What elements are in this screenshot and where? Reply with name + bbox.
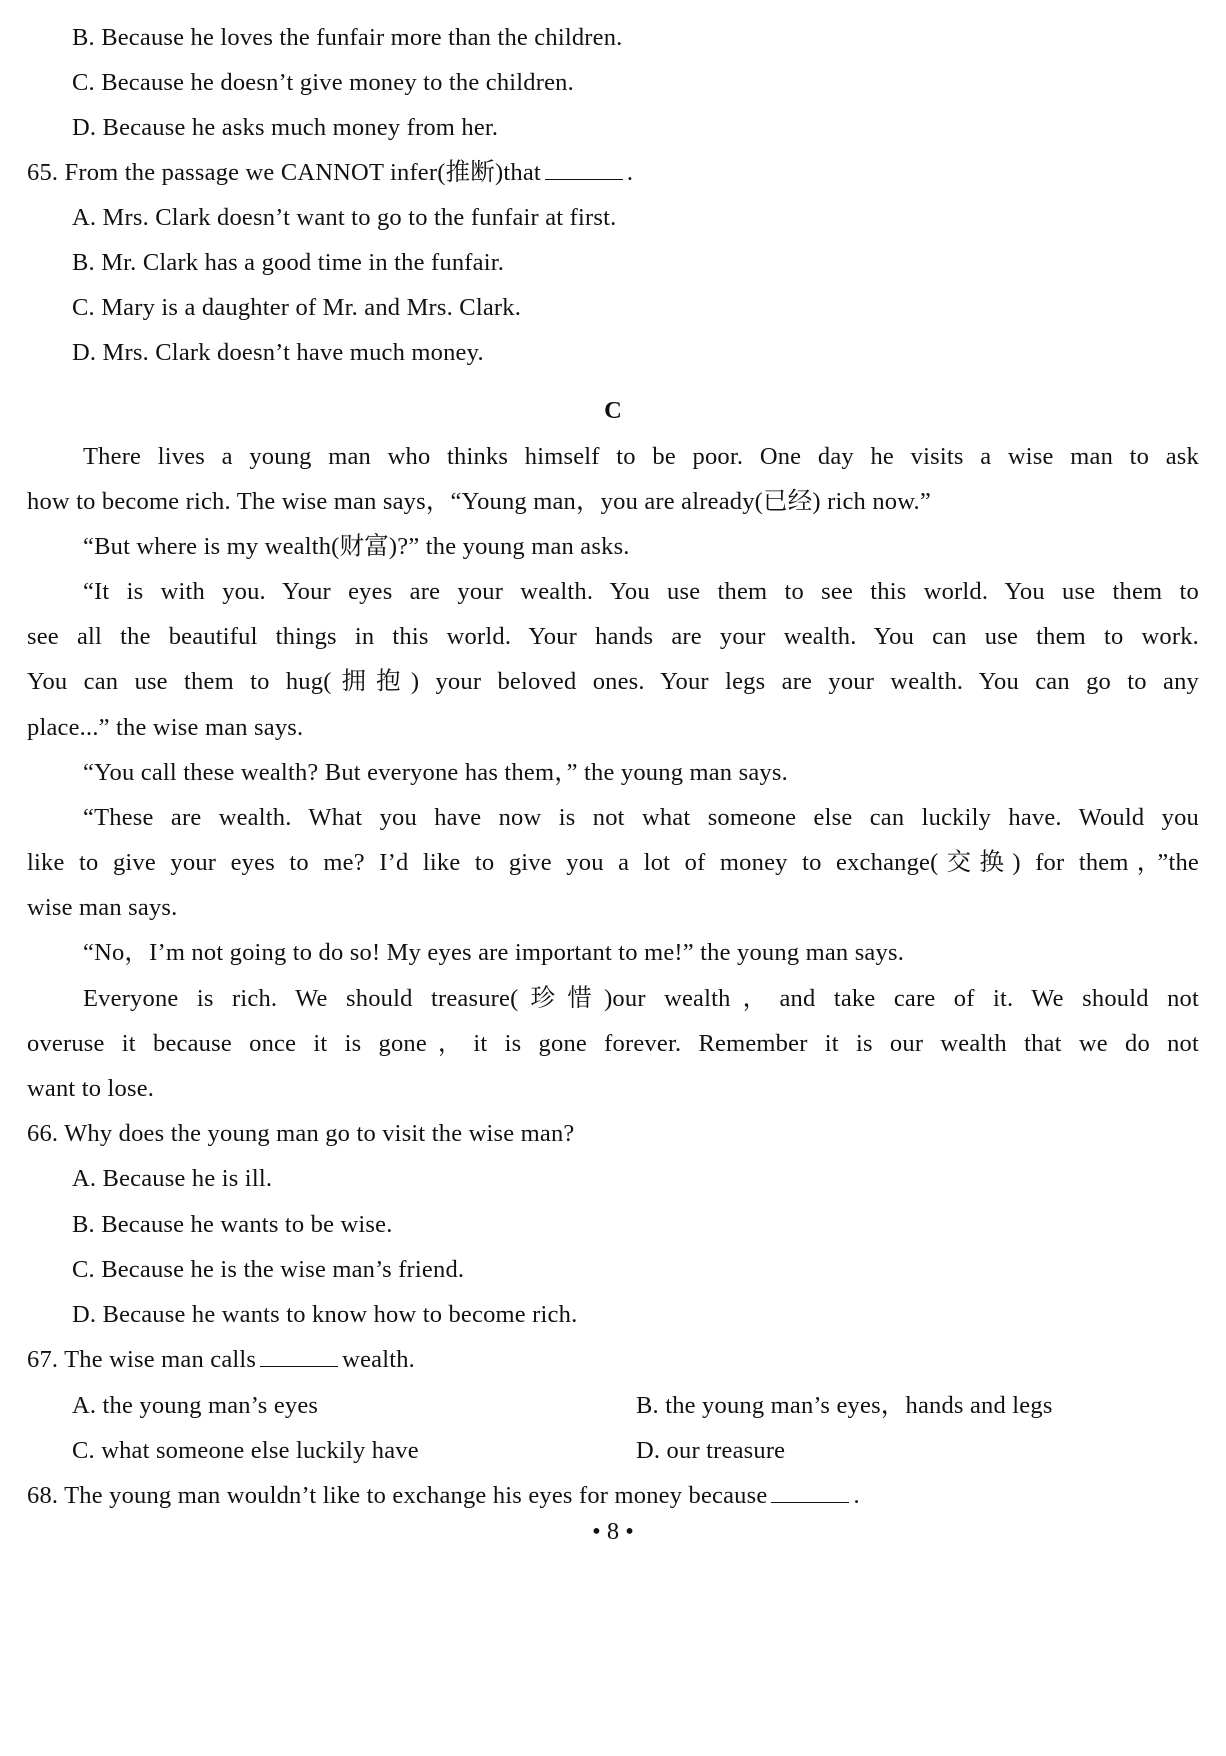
q66-option-a: A. Because he is ill.	[72, 1165, 273, 1192]
q67-stem	[27, 1348, 415, 1373]
q67-option-c: C. what someone else luckily have	[72, 1437, 419, 1464]
q65-stem	[27, 161, 633, 186]
q66-option-c: C. Because he is the wise man’s friend.	[72, 1256, 465, 1283]
section-heading: C	[604, 397, 622, 424]
q64-option-b: B. Because he loves the funfair more than the children.	[72, 24, 623, 51]
q65-option-c: C. Mary is a daughter of Mr. and Mrs. Clark.	[72, 294, 522, 321]
page-number: • 8 •	[592, 1518, 634, 1545]
passage-line: want to lose.	[27, 1075, 155, 1102]
passage-line: There lives a young man who thinks himself to be poor. One day he visits a wise man to ask	[83, 443, 1199, 470]
passage-line: place...” the wise man says.	[27, 714, 304, 741]
q66-stem: 66. Why does the young man go to visit the wise man?	[27, 1120, 575, 1147]
q65-stem-text: 65. From the passage we CANNOT infer(推断)that	[27, 159, 541, 186]
q65-option-a: A. Mrs. Clark doesn’t want to go to the funfair at first.	[72, 204, 617, 231]
passage-line: “But where is my wealth(财富)?” the young man asks.	[83, 533, 630, 560]
answer-blank	[771, 1501, 849, 1503]
q67-stem-after: wealth.	[342, 1346, 416, 1373]
passage-line: like to give your eyes to me? I’d like to give you a lot of money to exchange(交换) for them，”the	[27, 849, 1199, 876]
q66-option-d: D. Because he wants to know how to become rich.	[72, 1301, 578, 1328]
passage-line: overuse it because once it is gone，it is gone forever. Remember it is our wealth that we do not	[27, 1030, 1199, 1057]
q67-option-d: D. our treasure	[636, 1437, 786, 1464]
q67-option-a: A. the young man’s eyes	[72, 1392, 319, 1419]
q66-option-b: B. Because he wants to be wise.	[72, 1211, 393, 1238]
q65-option-d: D. Mrs. Clark doesn’t have much money.	[72, 339, 484, 366]
passage-line: “These are wealth. What you have now is not what someone else can luckily have. Would you	[83, 804, 1199, 831]
answer-blank	[545, 178, 623, 180]
q67-option-b: B. the young man’s eyes，hands and legs	[636, 1392, 1053, 1419]
q68-stem-end: .	[853, 1482, 860, 1509]
q67-stem-before: 67. The wise man calls	[27, 1346, 257, 1373]
q64-option-d: D. Because he asks much money from her.	[72, 114, 499, 141]
passage-line: how to become rich. The wise man says，“Young man，you are already(已经) rich now.”	[27, 488, 931, 515]
passage-line: Everyone is rich. We should treasure(珍惜)our wealth，and take care of it. We should not	[83, 985, 1199, 1012]
passage-line: “No，I’m not going to do so! My eyes are important to me!” the young man says.	[83, 939, 905, 966]
passage-line: “It is with you. Your eyes are your wealth. You use them to see this world. You use them to	[83, 578, 1199, 605]
passage-line: wise man says.	[27, 894, 178, 921]
passage-line: see all the beautiful things in this world. Your hands are your wealth. You can use them to work.	[27, 623, 1199, 650]
passage-line: “You call these wealth? But everyone has them，” the young man says.	[83, 759, 788, 786]
q65-option-b: B. Mr. Clark has a good time in the funfair.	[72, 249, 505, 276]
q64-option-c: C. Because he doesn’t give money to the children.	[72, 69, 574, 96]
q68-stem-text: 68. The young man wouldn’t like to exchange his eyes for money because	[27, 1482, 768, 1509]
passage-line: You can use them to hug(拥抱) your beloved ones. Your legs are your wealth. You can go to any	[27, 668, 1199, 695]
q68-stem	[27, 1484, 860, 1509]
q65-stem-end: .	[626, 159, 634, 186]
answer-blank	[260, 1365, 338, 1367]
